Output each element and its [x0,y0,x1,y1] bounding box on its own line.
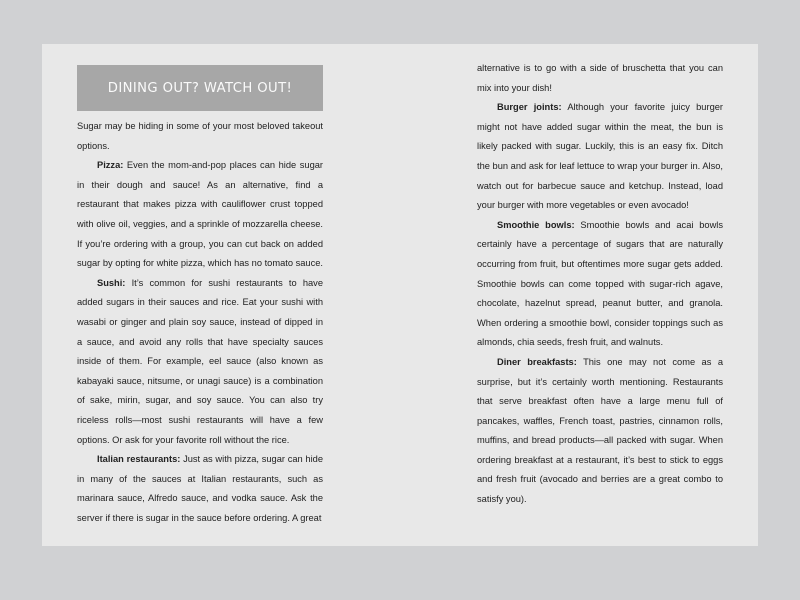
smoothie-heading: Smoothie bowls: [497,219,575,230]
section-title: DINING OUT? WATCH OUT! [107,80,293,96]
right-column [477,59,723,510]
smoothie-paragraph [477,216,723,353]
left-column [77,117,323,528]
diner-text: This one may not come as a surprise, but it’s certainly worth mentioning. Restaurants that serve breakfast often have a large menu full of pancakes, waffles, French toast, pastries, cinnamon rolls, muffins, and bread products—all packed with sugar. When ordering breakfast at a restaurant, it’s best to stick to eggs and fresh fruit (avocado and berries are a great combo to satisfy you). [477,356,723,505]
pizza-text: Even the mom-and-pop places can hide sugar in their dough and sauce! As an alternative, find a restaurant that makes pizza with cauliflower crust topped with olive oil, veggies, and a sprinkle of mozzarella cheese. If you’re ordering with a group, you can cut back on added sugar by opting for white pizza, which has no tomato sauce. [77,160,323,269]
burger-paragraph [477,98,723,216]
book-spread [42,44,758,546]
intro-paragraph: Sugar may be hiding in some of your most beloved takeout options. [77,121,323,151]
sushi-heading: Sushi: [97,277,126,288]
italian-paragraph [77,450,323,528]
pizza-paragraph [77,156,323,274]
smoothie-text: Smoothie bowls and acai bowls certainly have a percentage of sugars that are naturally occurring from fruit, but oftentimes more sugar gets added. Smoothie bowls can come topped with sugar-rich agave, chocolate, hazelnut spread, peanut butter, and granola. When ordering a smoothie bowl, consider toppings such as almonds, chia seeds, fresh fruit, and walnuts. [477,219,723,348]
pizza-heading: Pizza: [97,160,124,171]
burger-heading: Burger joints: [497,102,562,113]
burger-text: Although your favorite juicy burger might not have added sugar within the meat, the bun is likely packed with sugar. Luckily, this is an easy fix. Ditch the bun and ask for leaf lettuce to wrap your burger in. Also, watch out for barbecue sauce and ketchup. Instead, load your burger with more vegetables or even avocado! [477,102,723,211]
diner-paragraph [477,353,723,510]
continuation-paragraph: alternative is to go with a side of bruschetta that you can mix into your dish! [477,63,723,93]
italian-text: Just as with pizza, sugar can hide in many of the sauces at Italian restaurants, such as marinara sauce, Alfredo sauce, and vodka sauce. Ask the server if there is sugar in the sauce before ordering. A great [77,454,324,523]
section-banner [77,65,323,111]
italian-heading: Italian restaurants: [97,454,181,465]
diner-heading: Diner breakfasts: [497,356,577,367]
sushi-text: It’s common for sushi restaurants to have added sugars in their sauces and rice. Eat your sushi with wasabi or ginger and plain soy sauce, instead of dipped in a sauce, and avoid any rolls that have specialty sauces inside of them. For example, eel sauce (also known as kabayaki sauce, nitsume, or unagi sauce) is a combination of sake, mirin, sugar, and soy sauce. You can also try riceless rolls—most sushi restaurants will have a few options. Or ask for your favorite roll without the rice. [77,277,323,445]
sushi-paragraph [77,274,323,450]
